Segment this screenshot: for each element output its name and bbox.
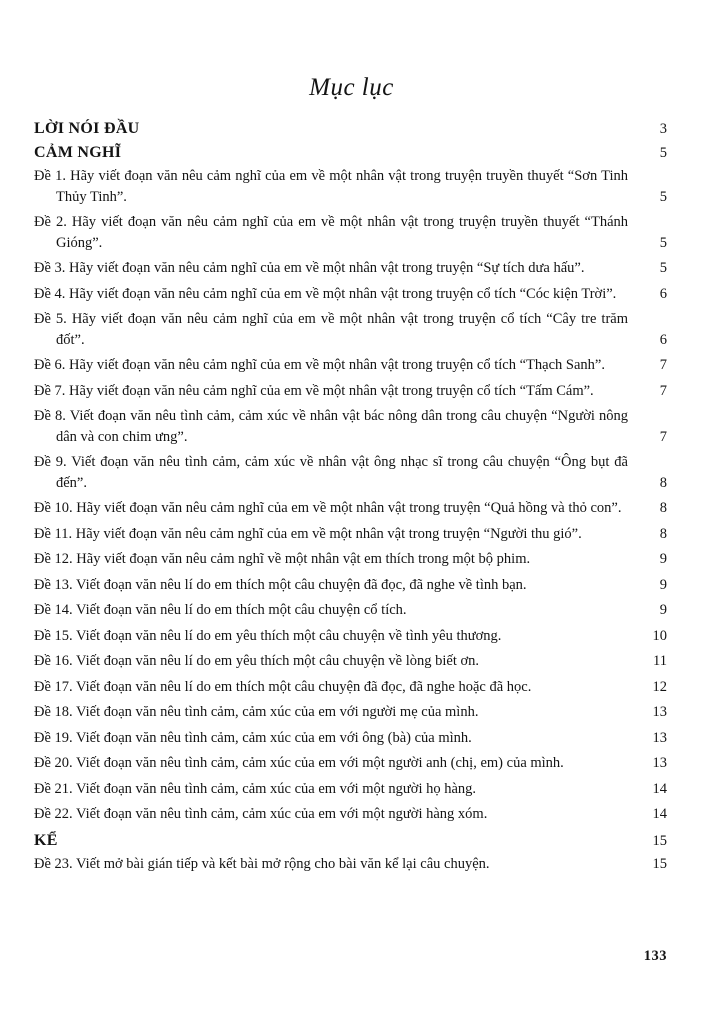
toc-entry-row [34,779,667,800]
toc-page-number: 10 [652,627,667,644]
toc-entry-row [34,166,667,207]
toc-page-number: 5 [659,145,667,161]
toc-heading-label: CẢM NGHĨ [34,144,122,161]
toc-entry-label: Đề 23. Viết mở bài gián tiếp và kết bài mở rộng cho bài văn kể lại câu chuyện. [34,855,490,872]
toc-entry-row [34,284,667,305]
toc-page-number: 5 [659,260,667,276]
toc-entry-label: Đề 16. Viết đoạn văn nêu lí do em yêu thích một câu chuyện về lòng biết ơn. [34,653,480,669]
toc-entry-label: Đề 11. Hãy viết đoạn văn nêu cảm nghĩ của em về một nhân vật trong truyện “Người thu gió”. [34,525,582,542]
toc-page-number: 13 [652,729,667,746]
toc-page-number: 15 [652,855,667,872]
toc-entry-row [34,258,667,279]
toc-heading-row [34,118,667,140]
toc-page-number: 13 [652,755,667,771]
toc-entry-row [34,600,667,621]
toc-entry-label: Đề 8. Viết đoạn văn nêu tình cảm, cảm xúc về nhân vật bác nông dân trong câu chuyện “Người nông dân và con chim ưng”. [34,408,628,445]
toc-entry-label: Đề 12. Hãy viết đoạn văn nêu cảm nghĩ về một nhân vật em thích trong một bộ phim. [34,551,531,567]
toc-entry-row [34,804,667,825]
toc-entry-label: Đề 4. Hãy viết đoạn văn nêu cảm nghĩ của em về một nhân vật trong truyện cổ tích “Cóc kiện Trời”. [34,285,617,302]
toc-entry-row [34,549,667,570]
toc-entry-row [34,854,667,875]
toc-entry-label: Đề 6. Hãy viết đoạn văn nêu cảm nghĩ của em về một nhân vật trong truyện cổ tích “Thạch Sanh”. [34,357,605,373]
toc-page-number: 13 [652,704,667,720]
toc-entry-label: Đề 13. Viết đoạn văn nêu lí do em thích một câu chuyện đã đọc, đã nghe về tình bạn. [34,576,527,593]
toc-page-number: 3 [659,121,667,137]
table-of-contents [34,118,667,874]
toc-page-number: 7 [659,357,667,373]
toc-entry-row [34,212,667,253]
toc-page-number: 7 [659,428,667,445]
toc-entry-label: Đề 21. Viết đoạn văn nêu tình cảm, cảm xúc của em với một người họ hàng. [34,780,477,797]
toc-page-number: 8 [659,474,667,491]
toc-entry-label: Đề 17. Viết đoạn văn nêu lí do em thích một câu chuyện đã đọc, đã nghe hoặc đã học. [34,678,532,695]
toc-entry-label: Đề 10. Hãy viết đoạn văn nêu cảm nghĩ của em về một nhân vật trong truyện “Quả hồng và thỏ con”. [34,500,622,516]
toc-page-number: 11 [653,653,667,669]
toc-page-number: 15 [652,832,667,849]
toc-page-number: 6 [659,285,667,302]
toc-entry-row [34,406,667,447]
toc-entry-label: Đề 3. Hãy viết đoạn văn nêu cảm nghĩ của em về một nhân vật trong truyện “Sự tích dưa hấu”. [34,260,585,276]
toc-entry-label: Đề 14. Viết đoạn văn nêu lí do em thích một câu chuyện cổ tích. [34,602,407,618]
toc-entry-row [34,355,667,376]
toc-page-number: 6 [659,331,667,348]
toc-page-number: 8 [659,525,667,542]
toc-page-number: 5 [659,234,667,251]
page-number: 133 [643,948,667,964]
toc-entry-row [34,677,667,698]
toc-entry-label: Đề 15. Viết đoạn văn nêu lí do em yêu thích một câu chuyện về tình yêu thương. [34,627,502,644]
toc-entry-row [34,702,667,723]
toc-page-number: 8 [659,500,667,516]
toc-entry-label: Đề 5. Hãy viết đoạn văn nêu cảm nghĩ của em về một nhân vật trong truyện cổ tích “Cây tre trăm đốt”. [34,311,628,348]
toc-heading-row [34,142,667,164]
toc-heading-label: LỜI NÓI ĐẦU [34,120,140,137]
toc-page-number: 7 [659,382,667,399]
toc-entry-row [34,626,667,647]
toc-entry-row [34,728,667,749]
toc-page-number: 9 [659,551,667,567]
toc-heading-row [34,830,667,852]
toc-entry-row [34,753,667,774]
toc-entry-row [34,524,667,545]
toc-entry-label: Đề 1. Hãy viết đoạn văn nêu cảm nghĩ của em về một nhân vật trong truyện truyền thuyết “Sơn Tinh Thủy Tinh”. [34,168,628,205]
page-title: Mục lục [309,74,394,101]
toc-entry-label: Đề 9. Viết đoạn văn nêu tình cảm, cảm xúc về nhân vật ông nhạc sĩ trong câu chuyện “Ông bụt đã đến”. [34,454,628,491]
toc-entry-row [34,651,667,672]
toc-heading-label: KỂ [34,831,58,849]
toc-page-number: 5 [659,188,667,205]
toc-entry-row [34,309,667,350]
toc-page-number: 9 [659,602,667,618]
toc-page-number: 12 [652,678,667,695]
toc-entry-label: Đề 22. Viết đoạn văn nêu tình cảm, cảm xúc của em với một người hàng xóm. [34,806,488,822]
toc-entry-label: Đề 18. Viết đoạn văn nêu tình cảm, cảm xúc của em với người mẹ của mình. [34,704,479,720]
toc-entry-row [34,575,667,596]
toc-page-number: 9 [659,576,667,593]
toc-page-number: 14 [652,780,667,797]
toc-entry-row [34,381,667,402]
toc-entry-label: Đề 19. Viết đoạn văn nêu tình cảm, cảm xúc của em với ông (bà) của mình. [34,729,472,746]
toc-entry-row [34,498,667,519]
toc-entry-label: Đề 20. Viết đoạn văn nêu tình cảm, cảm xúc của em với một người anh (chị, em) của mình. [34,755,564,771]
toc-entry-row [34,452,667,493]
toc-entry-label: Đề 7. Hãy viết đoạn văn nêu cảm nghĩ của em về một nhân vật trong truyện cổ tích “Tấm Cám”. [34,382,594,399]
toc-page-number: 14 [652,806,667,822]
toc-entry-label: Đề 2. Hãy viết đoạn văn nêu cảm nghĩ của em về một nhân vật trong truyện truyền thuyết “Thánh Gióng”. [34,214,628,251]
